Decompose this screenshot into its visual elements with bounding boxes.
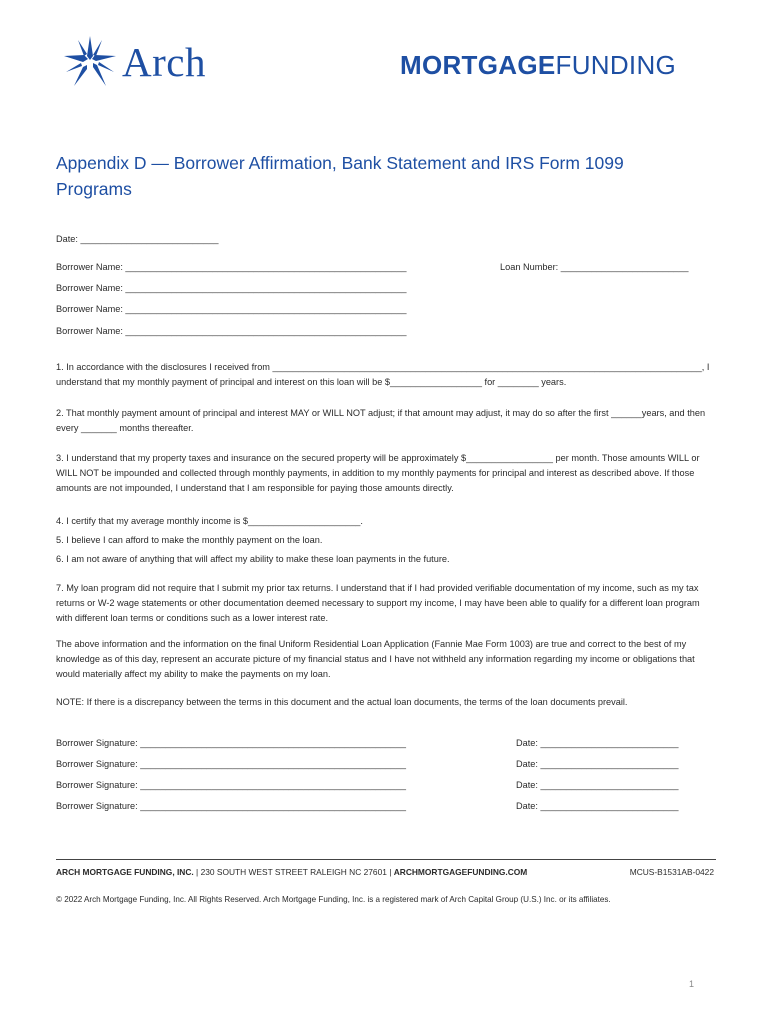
- footer-company-line: [56, 867, 527, 877]
- paragraph-6: [56, 552, 716, 567]
- borrower-signature-field-2[interactable]: Borrower Signature: ____________________________________________________: [56, 759, 406, 769]
- borrower-signature-field-3[interactable]: Borrower Signature: ____________________________________________________: [56, 780, 406, 790]
- paragraph-6-text: 6. I am not aware of anything that will affect my ability to make these loan payments in the future.: [56, 554, 450, 564]
- affirmation-text: The above information and the information on the final Uniform Residential Loan Application (Fannie Mae Form 1003) are true and correct to the best of my knowledge as of this day, represent an accurate picture of my financial status and I have not withheld any information regarding my income or obligations that would materially affect my ability to make the payments on my loan.: [56, 639, 695, 679]
- paragraph-5: [56, 533, 716, 548]
- signature-date-field-4[interactable]: Date: ___________________________: [516, 801, 679, 811]
- footer-separator-2: |: [386, 867, 394, 877]
- arch-star-icon: [62, 34, 118, 90]
- note-text: NOTE: If there is a discrepancy between the terms in this document and the actual loan documents, the terms of the loan documents prevail.: [56, 697, 628, 707]
- arch-logo-text: Arch: [122, 39, 206, 85]
- paragraph-5-text: 5. I believe I can afford to make the monthly payment on the loan.: [56, 535, 323, 545]
- borrower-name-field-3[interactable]: Borrower Name: _______________________________________________________: [56, 304, 407, 314]
- borrower-name-field-4[interactable]: Borrower Name: _______________________________________________________: [56, 326, 407, 336]
- footer-company-name: ARCH MORTGAGE FUNDING, INC.: [56, 867, 194, 877]
- signature-date-field-1[interactable]: Date: ___________________________: [516, 738, 679, 748]
- borrower-name-field-1[interactable]: Borrower Name: _______________________________________________________: [56, 262, 407, 272]
- paragraph-1-text: 1. In accordance with the disclosures I received from ____________________________________________________________________________________, I understand that my monthly payment of principal and interest on this loan will be $__________________ for ________ years.: [56, 362, 710, 387]
- footer-divider: [56, 859, 716, 860]
- date-field[interactable]: Date: ___________________________: [56, 234, 219, 244]
- paragraph-4-text: 4. I certify that my average monthly income is $______________________.: [56, 516, 363, 526]
- signature-date-field-3[interactable]: Date: ___________________________: [516, 780, 679, 790]
- mortgage-logo-bold: MORTGAGE: [400, 50, 556, 80]
- borrower-name-field-2[interactable]: Borrower Name: _______________________________________________________: [56, 283, 407, 293]
- footer-website-link[interactable]: ARCHMORTGAGEFUNDING.COM: [393, 867, 528, 877]
- borrower-signature-field-4[interactable]: Borrower Signature: ____________________________________________________: [56, 801, 406, 811]
- mortgage-funding-logo: [400, 50, 676, 81]
- paragraph-2: [56, 406, 716, 436]
- footer-document-code: MCUS-B1531AB-0422: [629, 867, 714, 877]
- footer-separator-1: |: [193, 867, 201, 877]
- paragraph-1: [56, 360, 716, 390]
- footer-address: 230 SOUTH WEST STREET RALEIGH NC 27601: [200, 867, 387, 877]
- note-paragraph: [56, 695, 716, 710]
- affirmation-paragraph: [56, 637, 716, 682]
- footer-copyright: [56, 895, 611, 904]
- loan-number-field[interactable]: Loan Number: _________________________: [500, 262, 689, 272]
- paragraph-3: [56, 451, 716, 496]
- signature-date-field-2[interactable]: Date: ___________________________: [516, 759, 679, 769]
- paragraph-2-text: 2. That monthly payment amount of principal and interest MAY or WILL NOT adjust; if that amount may adjust, it may do so after the first ______years, and then every _______ months thereafter.: [56, 408, 706, 433]
- paragraph-7: [56, 581, 716, 626]
- paragraph-3-text: 3. I understand that my property taxes and insurance on the secured property will be approximately $_________________ per month. Those amounts WILL or WILL NOT be impounded and collected through monthly payments, in addition to my monthly payments for principal and interest as described above. If those amounts are not impounded, I understand that I am responsible for paying those amounts directly.: [56, 453, 700, 493]
- borrower-signature-field-1[interactable]: Borrower Signature: ____________________________________________________: [56, 738, 406, 748]
- funding-logo-light: FUNDING: [555, 50, 677, 80]
- paragraph-7-text: 7. My loan program did not require that I submit my prior tax returns. I understand that if I had provided verifiable documentation of my income, such as my tax returns or W-2 wage statements or other documentation deemed necessary to support my income, I may have been able to qualify for a different loan program with different loan terms or conditions such as a lower interest rate.: [56, 583, 700, 623]
- copyright-bold: © 2022 Arch Mortgage Funding, Inc. All Rights Reserved.: [56, 895, 262, 904]
- arch-logo: [62, 34, 222, 90]
- page-number: 1: [689, 979, 695, 989]
- copyright-rest: Arch Mortgage Funding, Inc. is a registered mark of Arch Capital Group (U.S.) Inc. or its affiliates.: [261, 895, 611, 904]
- page-title: Appendix D — Borrower Affirmation, Bank Statement and IRS Form 1099 Programs: [56, 153, 624, 199]
- paragraph-4: [56, 514, 716, 529]
